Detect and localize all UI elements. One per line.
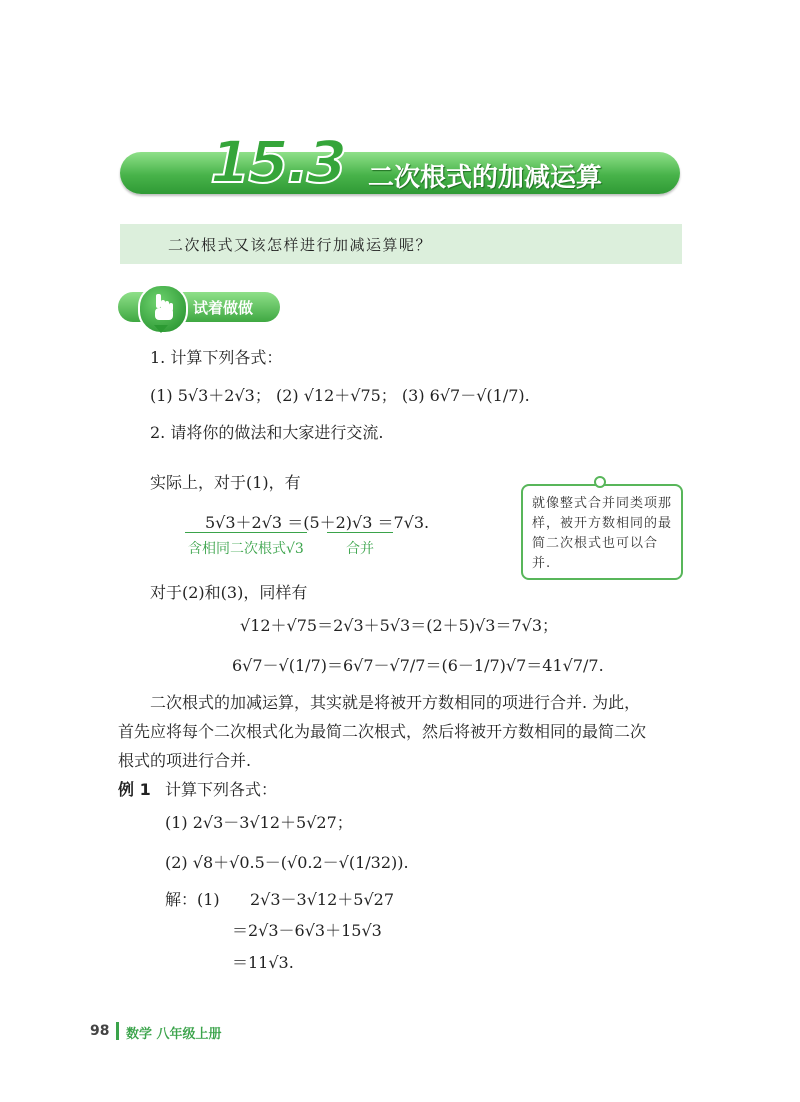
label-merge: 合并 <box>346 541 374 557</box>
exercise-1-parts: (1) 5√3＋2√3； (2) √12＋√75； (3) 6√7－√(1/7). <box>150 386 530 405</box>
explain-intro-1: 实际上，对于(1)，有 <box>150 473 301 492</box>
solution-line-3: ＝11√3. <box>232 953 294 972</box>
footer-book-title: 数学 八年级上册 <box>126 1027 222 1042</box>
section-title: 二次根式的加减运算 <box>368 163 603 193</box>
label-same-radical: 含相同二次根式√3 <box>188 541 304 557</box>
exercise-1: 1. 计算下列各式： <box>150 348 283 367</box>
example-prompt: 计算下列各式： <box>165 780 278 799</box>
paragraph-line-3: 根式的项进行合并. <box>118 751 252 770</box>
try-it-label: 试着做做 <box>193 299 254 317</box>
intro-question: 二次根式又该怎样进行加减运算呢？ <box>168 236 433 254</box>
paragraph-line-2: 首先应将每个二次根式化为最简二次根式，然后将被开方数相同的最简二次 <box>118 722 647 741</box>
paragraph-line-1: 二次根式的加减运算，其实就是将被开方数相同的项进行合并. 为此， <box>150 693 641 712</box>
equation-2: √12＋√75＝2√3＋5√3＝(2＋5)√3＝7√3； <box>240 616 558 635</box>
note-text: 就像整式合并同类项那样，被开方数相同的最简二次根式也可以合并. <box>532 496 673 571</box>
solution-line-2: ＝2√3－6√3＋15√3 <box>232 921 382 940</box>
underline-merge <box>327 532 393 533</box>
badge-pointer <box>154 325 168 333</box>
footer-divider <box>116 1022 119 1040</box>
solution-label: 解：(1) <box>165 890 220 909</box>
note-pin-icon <box>594 476 606 488</box>
equation-3: 6√7－√(1/7)＝6√7－√7/7＝(6－1/7)√7＝41√7/7. <box>232 656 604 675</box>
solution-line-1: 2√3－3√12＋5√27 <box>250 890 395 909</box>
section-number: 15.3 <box>210 128 346 196</box>
equation-1: 5√3＋2√3 ＝(5＋2)√3 ＝7√3. <box>205 513 430 532</box>
example-label: 例 1 <box>118 780 151 799</box>
example-part-1: (1) 2√3－3√12＋5√27； <box>165 813 353 832</box>
explain-intro-2: 对于(2)和(3)，同样有 <box>150 583 308 602</box>
exercise-2: 2. 请将你的做法和大家进行交流. <box>150 423 384 442</box>
page-number: 98 <box>90 1023 110 1039</box>
underline-same <box>185 532 307 533</box>
example-part-2: (2) √8＋√0.5－(√0.2－√(1/32)). <box>165 853 409 872</box>
